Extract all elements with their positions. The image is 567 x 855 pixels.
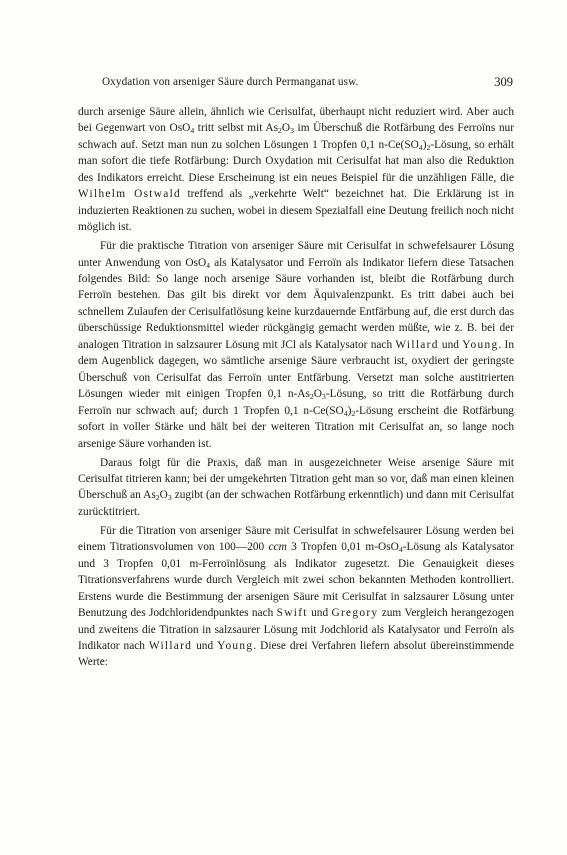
paragraph-3: Daraus folgt für die Praxis, daß man in ausgezeichneter Weise arsenige Säure mit Cerisulfat titrieren kann; bei der umgekehrten Titration geht man so vor, daß man einen kleinen Überschuß an $As_2O_3$ zugibt (an der schwachen Rotfärbung erkenntlich) und dann mit Cerisulfat zurücktitriert.: [78, 456, 514, 518]
paragraph-1: durch arsenige Säure allein, ähnlich wie Cerisulfat, überhaupt nicht reduziert wird. Aber auch bei Gegenwart von OsO$_4$ tritt selbst mit $As_2O_3$ im Überschuß die Rotfärbung des Ferroïns nur schwach auf. Setzt man nun zu solchen Lösungen 1 Tropfen 0,1 $n-Ce(SO_4)_2$-Lösung, so erhält man sofort die tiefe Rotfärbung: Durch Oxydation mit Cerisulfat hat man also die Reduktion des Indikators erreicht. Diese Erscheinung ist ein neues Beispiel für die unzähligen Fälle, die Wilhelm Ostwald treffend als „verkehrte Welt“ bezeichnet hat. Die Erklärung ist in induzierten Reaktionen zu suchen, wobei in diesem Spezialfall eine Deutung freilich noch nicht möglich ist.: [78, 106, 514, 234]
running-title: Oxydation von arseniger Säure durch Permanganat usw.: [102, 76, 359, 88]
author-name: Young: [217, 640, 254, 652]
author-name: Gregory: [331, 607, 379, 620]
paragraph-4: Für die Titration von arseniger Säure mit Cerisulfat in schwefelsaurer Lösung werden bei einem Titrationsvolumen von 100—200 ccm 3 Tropfen 0,01 m-OsO$_4$-Lösung als Katalysator und 3 Tropfen 0,01 m-Ferroïnlösung als Indikator zugesetzt. Die Genauigkeit dieses Titrationsverfahrens wurde durch Vergleich mit zwei schon bekannten Methoden kontrolliert. Erstens wurde die Bestimmung der arsenigen Säure mit Cerisulfat in salzsaurer Lösung unter Benutzung des Jodchloridendpunktes nach Swift und Gregory zum Vergleich herangezogen und zweitens die Titration in salzsaurer Lösung mit Jodchlorid als Katalysator und Ferroïn als Indikator nach Willard und Young. Diese drei Verfahren liefern absolut übereinstimmende Werte:: [78, 524, 515, 669]
author-name: Willard: [395, 338, 439, 351]
author-name: Swift: [276, 607, 308, 620]
author-name: Young: [462, 338, 499, 351]
unit-ccm: ccm: [268, 541, 287, 554]
page-number: 309: [494, 75, 513, 89]
author-name: Willard: [148, 640, 193, 652]
paragraph-2: Für die praktische Titration von arseniger Säure mit Cerisulfat in schwefelsaurer Lösung unter Anwendung von OsO$_4$ als Katalysator und Ferroïn als Indikator liefern diese Tatsachen folgendes Bild: So lange noch arsenige Säure vorhanden ist, bleibt die Rotfärbung durch Ferroïn bestehen. Das gilt bis direkt vor dem Äquivalenzpunkt. Es tritt dabei auch bei schnellem Zulaufen der Cerisulfatlösung keine kurzdauernde Entfärbung auf, die erst durch das überschüssige Reduktionsmittel wieder rückgängig gemacht werden müßte, wie z. B. bei der analogen Titration in salzsaurer Lösung mit JCl als Katalysator nach Willard und Young. In dem Augenblick dagegen, wo sämtliche arsenige Säure verbraucht ist, oxydiert der geringste Überschuß von Cerisulfat das Ferroïn unter Entfärbung. Versetzt man solche austitrierten Lösungen wieder mit einigen Tropfen 0,1 $n-As_2O_3$-Lösung, so tritt die Rotfärbung durch Ferroïn nur schwach auf; durch 1 Tropfen 0,1 $n-Ce(SO_4)_2$-Lösung erscheint die Rotfärbung sofort in voller Stärke und hält bei der weiteren Titration mit Cerisulfat an, so lange noch arsenige Säure vorhanden ist.: [78, 240, 514, 450]
author-name: Wilhelm Ostwald: [78, 188, 181, 201]
body-text: [78, 104, 514, 673]
